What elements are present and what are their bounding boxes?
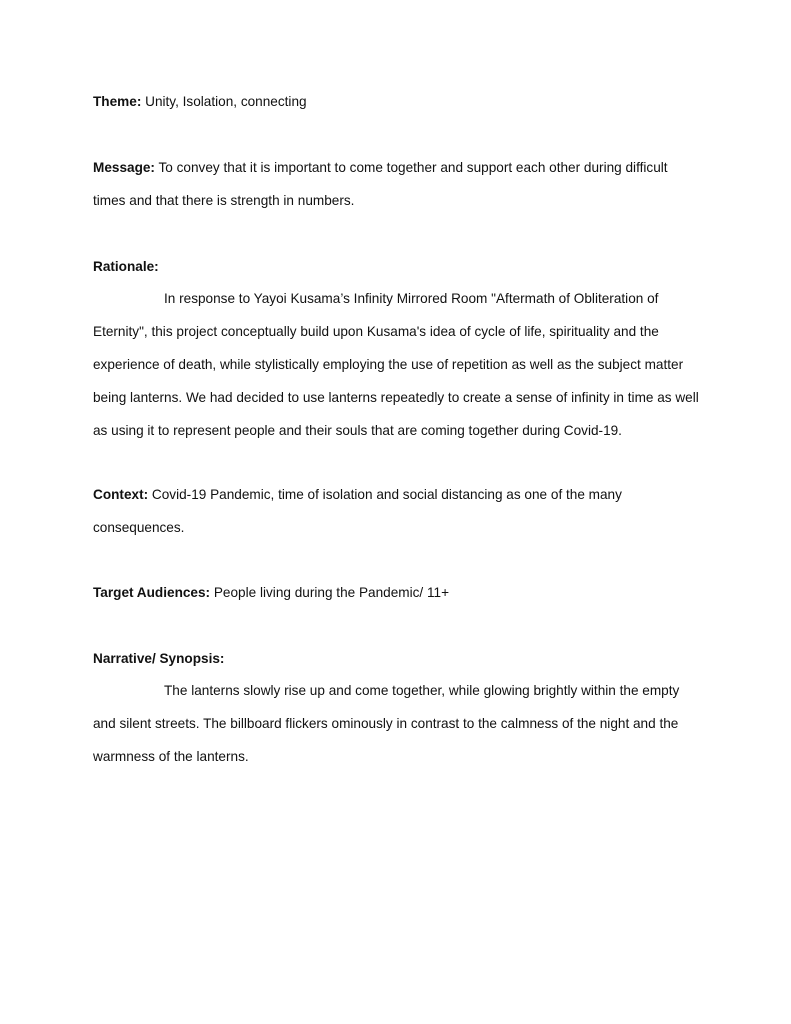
message-paragraph <box>93 151 703 217</box>
narrative-heading: Narrative/ Synopsis: <box>93 651 225 666</box>
target-audiences-value: People living during the Pandemic/ 11+ <box>210 585 450 600</box>
message-label: Message: <box>93 160 155 175</box>
rationale-paragraph: In response to Yayoi Kusama’s Infinity Mirrored Room "Aftermath of Obliteration of Eternity", this project conceptually build upon Kusama's idea of cycle of life, spirituality and the experience of death, while stylistically employing the use of repetition as well as the subject matter being lanterns. We had decided to use lanterns repeatedly to create a sense of infinity in time as well as using it to represent people and their souls that are coming together during Covid-19. <box>93 291 699 438</box>
rationale-heading: Rationale: <box>93 259 159 274</box>
narrative-paragraph: The lanterns slowly rise up and come together, while glowing brightly within the empty and silent streets. The billboard flickers ominously in contrast to the calmness of the night and the warmness of the lanterns. <box>93 683 680 764</box>
theme-label: Theme: <box>93 94 142 109</box>
target-audiences-line <box>93 576 703 609</box>
theme-line <box>93 85 703 118</box>
target-audiences-label: Target Audiences: <box>93 585 211 600</box>
context-label: Context: <box>93 487 149 502</box>
context-value: Covid-19 Pandemic, time of isolation and social distancing as one of the many consequences. <box>93 487 622 535</box>
theme-value: Unity, Isolation, connecting <box>141 94 307 109</box>
context-paragraph <box>93 478 703 544</box>
message-value: To convey that it is important to come together and support each other during difficult times and that there is strength in numbers. <box>93 160 668 208</box>
